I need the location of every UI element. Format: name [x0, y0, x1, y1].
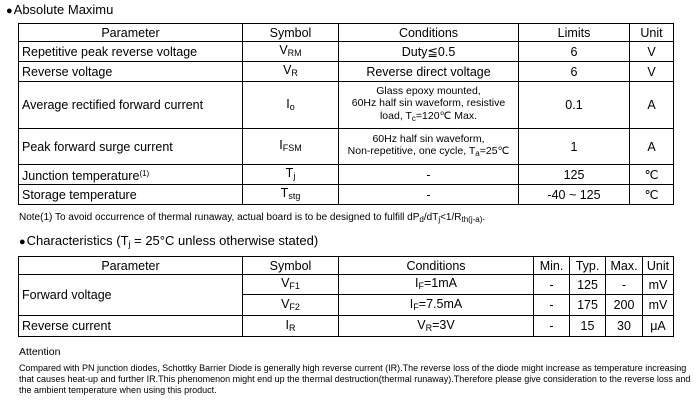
condition-text: =25℃ — [479, 145, 510, 157]
param-cell: Storage temperature — [19, 185, 243, 205]
symbol-sub: o — [289, 101, 295, 112]
characteristics-title-sub: j — [128, 239, 131, 249]
header-parameter: Parameter — [19, 257, 243, 275]
limit-cell: 6 — [519, 62, 630, 82]
condition-line — [342, 145, 515, 161]
limit-cell: -40 ~ 125 — [519, 185, 630, 205]
limit-cell: 1 — [519, 129, 630, 165]
table-row — [19, 82, 674, 129]
param-cell: Reverse current — [19, 316, 243, 337]
header-typ: Typ. — [570, 257, 606, 275]
symbol-cell — [243, 129, 339, 165]
bullet-icon: ● — [6, 5, 13, 17]
min-cell: - — [534, 316, 570, 337]
condition-cell — [339, 295, 534, 316]
abs-max-title-text: Absolute Maximu — [13, 2, 114, 17]
typ-cell: 15 — [570, 316, 606, 337]
unit-cell: ℃ — [630, 185, 674, 205]
symbol-sub: stg — [288, 191, 301, 201]
condition-text: =7.5mA — [418, 296, 463, 311]
attention-body: Compared with PN junction diodes, Schottky Barrier Diode is generally high reverse current (IR).The reverse loss of the diode might increase as temperature increasing that causes heat-up and further IR.This phenomenon might end up the thermal destruction(thermal runaway).Therefore please give consideration to the reverse loss and the ambient temperature when using this product. — [19, 363, 691, 395]
condition-cell — [339, 129, 519, 165]
symbol-cell — [243, 165, 339, 185]
characteristics-table — [18, 256, 674, 337]
param-cell: Peak forward surge current — [19, 129, 243, 165]
note-text: /dT — [423, 212, 439, 223]
unit-cell: mV — [643, 275, 674, 295]
param-cell: Reverse voltage — [19, 62, 243, 82]
symbol-main: V — [281, 276, 290, 290]
symbol-main: I — [286, 96, 290, 111]
symbol-main: V — [279, 43, 288, 57]
condition-sub: a — [475, 149, 480, 158]
header-unit: Unit — [630, 24, 674, 42]
unit-cell: V — [630, 42, 674, 62]
symbol-main: V — [283, 63, 292, 77]
condition-line: Glass epoxy mounted, — [376, 84, 481, 97]
condition-cell — [339, 82, 519, 129]
symbol-cell — [243, 185, 339, 205]
max-cell: 200 — [606, 295, 643, 316]
symbol-main: I — [279, 138, 283, 152]
bullet-icon: ● — [19, 236, 26, 248]
max-cell: 30 — [606, 316, 643, 337]
symbol-cell — [243, 42, 339, 62]
symbol-sub: FSM — [282, 143, 302, 153]
note-sub: th(j-a) — [461, 215, 483, 224]
header-limits: Limits — [519, 24, 630, 42]
condition-sub: F — [413, 301, 419, 312]
table-row — [19, 275, 674, 295]
note-text: . — [482, 212, 486, 223]
unit-cell: A — [630, 129, 674, 165]
unit-cell: A — [630, 82, 674, 129]
param-text: Junction temperature — [22, 168, 140, 183]
param-cell: Repetitive peak reverse voltage — [19, 42, 243, 62]
header-symbol: Symbol — [243, 24, 339, 42]
symbol-cell — [243, 275, 339, 295]
max-cell: - — [606, 275, 643, 295]
param-cell: Forward voltage — [19, 275, 243, 316]
table-row — [19, 62, 674, 82]
characteristics-title — [19, 233, 318, 252]
condition-text: Non-repetitive, one cycle, T — [347, 145, 476, 157]
table-row — [19, 165, 674, 185]
typ-cell: 175 — [570, 295, 606, 316]
thermal-note — [19, 211, 485, 226]
table-row — [19, 185, 674, 205]
limit-cell: 125 — [519, 165, 630, 185]
symbol-sub: RM — [287, 48, 302, 58]
limit-cell: 0.1 — [519, 82, 630, 129]
condition-text: I — [415, 276, 419, 290]
condition-line — [342, 110, 515, 126]
symbol-sub: R — [288, 322, 296, 333]
abs-max-title — [6, 2, 113, 19]
condition-line: 60Hz half sin waveform, resistive — [351, 97, 506, 110]
table-row — [19, 316, 674, 337]
footnote-ref: (1) — [139, 168, 150, 178]
condition-text: =3V — [432, 317, 455, 332]
condition-text: I — [409, 296, 414, 311]
chars-header-row — [19, 257, 674, 275]
unit-cell: ℃ — [630, 165, 674, 185]
condition-text: V — [417, 317, 426, 332]
limit-cell: 6 — [519, 42, 630, 62]
header-conditions: Conditions — [339, 24, 519, 42]
header-unit: Unit — [643, 257, 674, 275]
unit-cell: μA — [643, 316, 674, 337]
characteristics-title-text: = 25°C unless otherwise stated) — [130, 233, 319, 248]
note-text: Note(1) To avoid occurrence of thermal runaway, actual board is to be designed to fulfill dP — [19, 212, 420, 223]
unit-cell: V — [630, 62, 674, 82]
param-cell: Average rectified forward current — [19, 82, 243, 129]
header-parameter: Parameter — [19, 24, 243, 42]
symbol-sub: j — [293, 171, 296, 181]
table-row — [19, 129, 674, 165]
condition-cell: Reverse direct voltage — [339, 62, 519, 82]
condition-line: 60Hz half sin waveform, — [372, 132, 485, 145]
header-symbol: Symbol — [243, 257, 339, 275]
min-cell: - — [534, 275, 570, 295]
note-sub: d — [419, 215, 424, 224]
condition-cell: - — [339, 165, 519, 185]
condition-text: load, T — [379, 109, 412, 122]
typ-cell: 125 — [570, 275, 606, 295]
condition-sub: c — [411, 113, 416, 123]
table-row — [19, 42, 674, 62]
condition-text: =120℃ Max. — [415, 109, 478, 122]
symbol-cell — [243, 295, 339, 316]
condition-text: =1mA — [423, 276, 457, 290]
note-sub: j — [438, 215, 441, 224]
param-cell — [19, 165, 243, 185]
condition-cell — [339, 275, 534, 295]
symbol-main: T — [280, 186, 289, 200]
characteristics-title-text: Characteristics (T — [26, 233, 129, 248]
attention-title: Attention — [19, 346, 61, 358]
condition-cell — [339, 316, 534, 337]
symbol-main: V — [281, 296, 290, 311]
min-cell: - — [534, 295, 570, 316]
symbol-sub: F1 — [289, 281, 300, 291]
symbol-sub: R — [291, 68, 298, 78]
abs-max-table — [18, 23, 674, 205]
symbol-cell — [243, 316, 339, 337]
symbol-sub: F2 — [289, 301, 300, 312]
header-conditions: Conditions — [339, 257, 534, 275]
symbol-cell — [243, 82, 339, 129]
abs-header-row — [19, 24, 674, 42]
unit-cell: mV — [643, 295, 674, 316]
condition-cell: Duty≦0.5 — [339, 42, 519, 62]
condition-sub: R — [425, 322, 433, 333]
header-max: Max. — [606, 257, 643, 275]
symbol-main: T — [285, 166, 294, 180]
symbol-cell — [243, 62, 339, 82]
condition-sub: F — [418, 281, 424, 291]
condition-cell: - — [339, 185, 519, 205]
header-min: Min. — [534, 257, 570, 275]
note-text: <1/R — [440, 212, 462, 223]
symbol-main: I — [285, 317, 289, 332]
